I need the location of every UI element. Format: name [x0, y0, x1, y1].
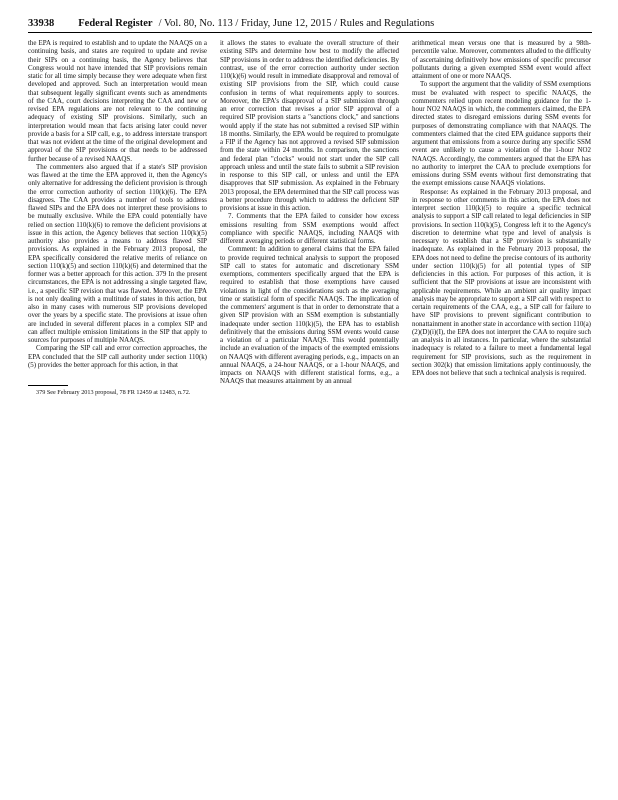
page-number: 33938 — [28, 18, 55, 29]
publication-name: Federal Register — [78, 18, 153, 29]
issue-info: / Vol. 80, No. 113 / Friday, June 12, 2015 / Rules and Regulations — [158, 18, 435, 29]
document-page — [28, 18, 592, 397]
column-3 — [412, 39, 591, 397]
column-2 — [220, 39, 399, 397]
text-columns — [28, 39, 592, 397]
paragraph: 7. Comments that the EPA failed to consider how excess emissions resulting from SSM exemptions would affect compliance with specific NAAQS, including NAAQS with different averaging periods or different statistical forms. — [220, 212, 399, 245]
paragraph: To support the argument that the validity of SSM exemptions must be evaluated with respect to specific NAAQS, the commenters relied upon recent modeling guidance for the 1-hour NO2 NAAQS in which, the commenters claimed, the EPA directed states to disregard emissions during SSM events for purposes of demonstrating compliance with that NAAQS. The commenters claimed that the cited EPA guidance supports their argument that emissions from a source during any specific SSM event are unlikely to cause a violation of the 1-hour NO2 NAAQS. Accordingly, the commenters argued that the EPA has no authority to interpret the CAA to preclude exemptions for emissions during SSM events without first demonstrating that the exempt emissions cause NAAQS violations. — [412, 80, 591, 188]
page-header — [28, 18, 592, 33]
paragraph: The commenters also argued that if a state's SIP provision was flawed at the time the EPA approved it, then the Agency's only alternative for addressing the deficient provision is through the error correction authority of section 110(k)(6). The EPA disagrees. The CAA provides a number of tools to address flawed SIPs and the EPA does not interpret these provisions to be mutually exclusive. While the EPA could potentially have relied on section 110(k)(6) to remove the deficient provisions at issue in this action, the Agency believes that section 110(k)(5) authority also provides a means to address flawed SIP provisions. As explained in the February 2013 proposal, the EPA specifically considered the relative merits of reliance on section 110(k)(5) and section 110(k)(6) and determined that the former was a better approach for this action. 379 In the present circumstances, the EPA is not addressing a single targeted flaw, i.e., a specific SIP revision that was flawed. Moreover, the EPA is not only dealing with a multitude of states in this action, but also in many cases with numerous SIP provisions developed over the years by a specific state. The provisions at issue often are included in several different places in a complex SIP and can affect multiple emission limitations in the SIP that apply to sources for purposes of multiple NAAQS. — [28, 162, 207, 344]
paragraph: Comment: In addition to general claims that the EPA failed to provide required technical analysis to support the proposed SIP call to states for automatic and discretionary SSM exemptions, commenters specifically argued that the EPA is required to establish that those exemptions have caused violations in light of the considerations such as the averaging time or statistical form of specific NAAQS. The implication of the commenters' argument is that in order to demonstrate that a given SIP provision with an SSM exemption is substantially inadequate under section 110(k)(5), the EPA has to establish definitively that the emissions during SSM events would cause a violation of a particular NAAQS. This would potentially include an evaluation of the impacts of the exempted emissions on NAAQS with different averaging periods, e.g., impacts on an annual NAAQS, a 24-hour NAAQS, or a 1-hour NAAQS, and impacts on NAAQS with different statistical forms, e.g., a NAAQS that measures attainment by an annual — [220, 245, 399, 386]
paragraph: Comparing the SIP call and error correction approaches, the EPA concluded that the SIP call authority under section 110(k)(5) provides the better approach for this action, in that — [28, 344, 207, 369]
column-1 — [28, 39, 207, 397]
paragraph: the EPA is required to establish and to update the NAAQS on a continuing basis, and states are required to update and revise their SIPs on a continuing basis, the Agency believes that Congress would not have intended that SIP provisions remain static for all time simply because they were adequate when first developed and approved. Such an interpretation would mean that subsequent legally significant events such as amendments of the CAA, court decisions interpreting the CAA and new or revised EPA regulations are not relevant to the continuing adequacy of existing SIP provisions. Similarly, such an interpretation would mean that facts arising later could never provide a basis for a SIP call, e.g., to address interstate transport that was not evident at the time of the original development and approval of the SIP provisions or that needs to be addressed further because of a revised NAAQS. — [28, 39, 207, 163]
paragraph: Response: As explained in the February 2013 proposal, and in response to other comments in this action, the EPA does not interpret section 110(k)(5) to require a specific technical analysis to support a SIP call related to legal deficiencies in SIP provisions. In section 110(k)(5), Congress left it to the Agency's discretion to determine what type and level of analysis is necessary to establish that a SIP provision is substantially inadequate. As explained in the February 2013 proposal, the EPA does not need to define the precise contours of its authority under section 110(k)(5) for all potential types of SIP deficiencies in this action. For purposes of this action, it is sufficient that the SIP provisions at issue are inconsistent with applicable requirements. While an ambient air quality impact analysis may be appropriate to support a SIP call with respect to certain requirements of the CAA, e.g., a SIP call for failure to have SIP provisions to prevent significant contribution to nonattainment in another state in accordance with section 110(a)(2)(D)(i)(I), the EPA does not interpret the CAA to require such an analysis in all instances. In particular, where the substantial inadequacy is related to a failure to meet a fundamental legal requirement for SIP provisions, such as the requirement in section 302(k) that emission limitations apply continuously, the EPA does not believe that such a technical analysis is required. — [412, 187, 591, 377]
footnote: 379 See February 2013 proposal, 78 FR 12459 at 12483, n.72. — [36, 389, 191, 396]
paragraph: it allows the states to evaluate the overall structure of their existing SIPs and determine how best to modify the affected SIP provisions in order to address the identified deficiencies. By contrast, use of the error correction authority under section 110(k)(6) would result in immediate disapproval and removal of existing SIP provisions from the SIP, which could cause confusion in terms of what requirements apply to sources. Moreover, the EPA's disapproval of a SIP submission through an error correction that revises a prior SIP approval of a required SIP provision starts a "sanctions clock," and sanctions would apply if the state has not submitted a revised SIP within 18 months. Similarly, the EPA would be required to promulgate a FIP if the Agency has not approved a revised SIP submission from the state within 24 months. In comparison, the sanctions and federal plan "clocks" would not start under the SIP call approach unless and until the state fails to submit a SIP revision in response to this SIP call, or unless and until the EPA disapproves that SIP submission. As explained in the February 2013 proposal, the EPA determined that the SIP call process was a better procedure through which to address the deficient SIP provisions at issue in this action. — [220, 39, 399, 212]
footnote-divider — [28, 385, 68, 386]
paragraph: arithmetical mean versus one that is measured by a 98th-percentile value. Moreover, commenters alluded to the difficulty of ascertaining definitively how emissions of specific precursor pollutants during a given exempted SSM event would affect attainment of one or more NAAQS. — [412, 39, 591, 80]
